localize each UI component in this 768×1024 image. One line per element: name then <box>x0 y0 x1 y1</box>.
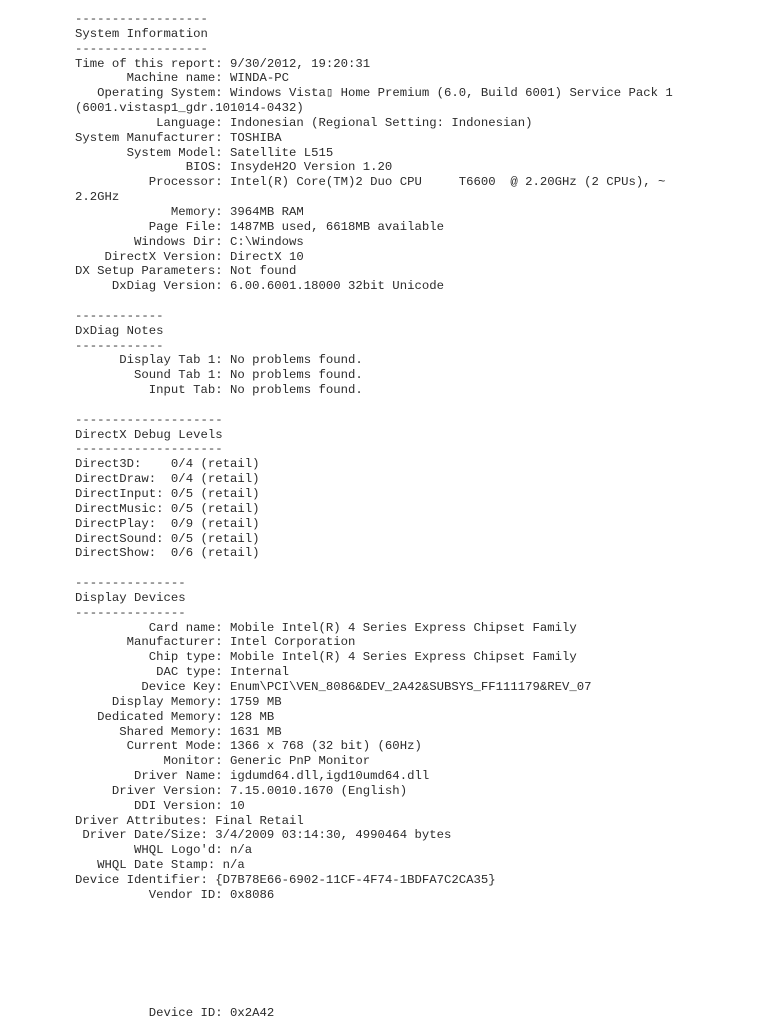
report-line: (6001.vistasp1_gdr.101014-0432) <box>75 101 304 116</box>
report-line: Device Key: Enum\PCI\VEN_8086&DEV_2A42&SUBSYS_FF111179&REV_07 <box>75 679 592 694</box>
report-line: Input Tab: No problems found. <box>75 383 363 398</box>
report-line: 2.2GHz <box>75 190 120 205</box>
report-line: Windows Dir: C:\Windows <box>75 234 304 249</box>
report-line: Vendor ID: 0x8086 <box>75 887 275 902</box>
report-line: Time of this report: 9/30/2012, 19:20:31 <box>75 56 371 71</box>
report-line: Dedicated Memory: 128 MB <box>75 709 275 724</box>
blank-line <box>75 294 673 309</box>
report-line: Sound Tab 1: No problems found. <box>75 368 363 383</box>
report-line: System Manufacturer: TOSHIBA <box>75 130 282 145</box>
report-line: Direct3D: 0/4 (retail) <box>75 457 260 472</box>
section-heading: DirectX Debug Levels <box>75 427 223 442</box>
report-line: Driver Date/Size: 3/4/2009 03:14:30, 4990464 bytes <box>75 828 452 843</box>
report-line: Machine name: WINDA-PC <box>75 71 290 86</box>
section-rule: ------------------ <box>75 41 208 56</box>
report-line: Memory: 3964MB RAM <box>75 204 304 219</box>
section-rule: -------------------- <box>75 412 223 427</box>
report-line: DAC type: Internal <box>75 665 290 680</box>
report-line: DirectMusic: 0/5 (retail) <box>75 501 260 516</box>
device-id-line: Device ID: 0x2A42 <box>75 1006 275 1020</box>
report-line: Page File: 1487MB used, 6618MB available <box>75 219 444 234</box>
section-rule: --------------- <box>75 576 186 591</box>
report-line: Driver Name: igdumd64.dll,igd10umd64.dll <box>75 769 430 784</box>
report-line: Operating System: Windows Vista▯ Home Premium (6.0, Build 6001) Service Pack 1 <box>75 86 673 101</box>
report-line: DirectSound: 0/5 (retail) <box>75 531 260 546</box>
section-heading: Display Devices <box>75 590 186 605</box>
report-line: DirectDraw: 0/4 (retail) <box>75 472 260 487</box>
report-line: Shared Memory: 1631 MB <box>75 724 282 739</box>
report-line: Driver Attributes: Final Retail <box>75 813 304 828</box>
report-line: Chip type: Mobile Intel(R) 4 Series Express Chipset Family <box>75 650 577 665</box>
section-rule: --------------- <box>75 605 186 620</box>
report-line: DirectShow: 0/6 (retail) <box>75 546 260 561</box>
section-rule: -------------------- <box>75 442 223 457</box>
report-line: WHQL Logo'd: n/a <box>75 843 253 858</box>
report-line: DDI Version: 10 <box>75 798 245 813</box>
report-line: WHQL Date Stamp: n/a <box>75 858 245 873</box>
report-line: Driver Version: 7.15.0010.1670 (English) <box>75 783 408 798</box>
section-rule: ------------------ <box>75 12 208 26</box>
dxdiag-report-text <box>75 12 673 903</box>
report-line: Current Mode: 1366 x 768 (32 bit) (60Hz) <box>75 739 422 754</box>
report-line: Card name: Mobile Intel(R) 4 Series Express Chipset Family <box>75 620 577 635</box>
report-line: System Model: Satellite L515 <box>75 145 334 160</box>
section-rule: ------------ <box>75 338 164 353</box>
blank-line <box>75 561 673 576</box>
report-line: DirectX Version: DirectX 10 <box>75 249 304 264</box>
report-line: Manufacturer: Intel Corporation <box>75 635 356 650</box>
report-line: Display Tab 1: No problems found. <box>75 353 363 368</box>
section-heading: DxDiag Notes <box>75 323 164 338</box>
report-line: DX Setup Parameters: Not found <box>75 264 297 279</box>
report-line: DxDiag Version: 6.00.6001.18000 32bit Unicode <box>75 279 444 294</box>
section-heading: System Information <box>75 26 208 41</box>
report-line: Language: Indonesian (Regional Setting: Indonesian) <box>75 115 533 130</box>
report-line: Device Identifier: {D7B78E66-6902-11CF-4F74-1BDFA7C2CA35} <box>75 872 496 887</box>
report-line: Processor: Intel(R) Core(TM)2 Duo CPU T6600 @ 2.20GHz (2 CPUs), ~ <box>75 175 666 190</box>
section-rule: ------------ <box>75 308 164 323</box>
report-line: DirectPlay: 0/9 (retail) <box>75 516 260 531</box>
blank-line <box>75 398 673 413</box>
report-line: Monitor: Generic PnP Monitor <box>75 754 371 769</box>
report-line: DirectInput: 0/5 (retail) <box>75 487 260 501</box>
report-line: Display Memory: 1759 MB <box>75 694 282 709</box>
report-line: BIOS: InsydeH2O Version 1.20 <box>75 160 393 175</box>
